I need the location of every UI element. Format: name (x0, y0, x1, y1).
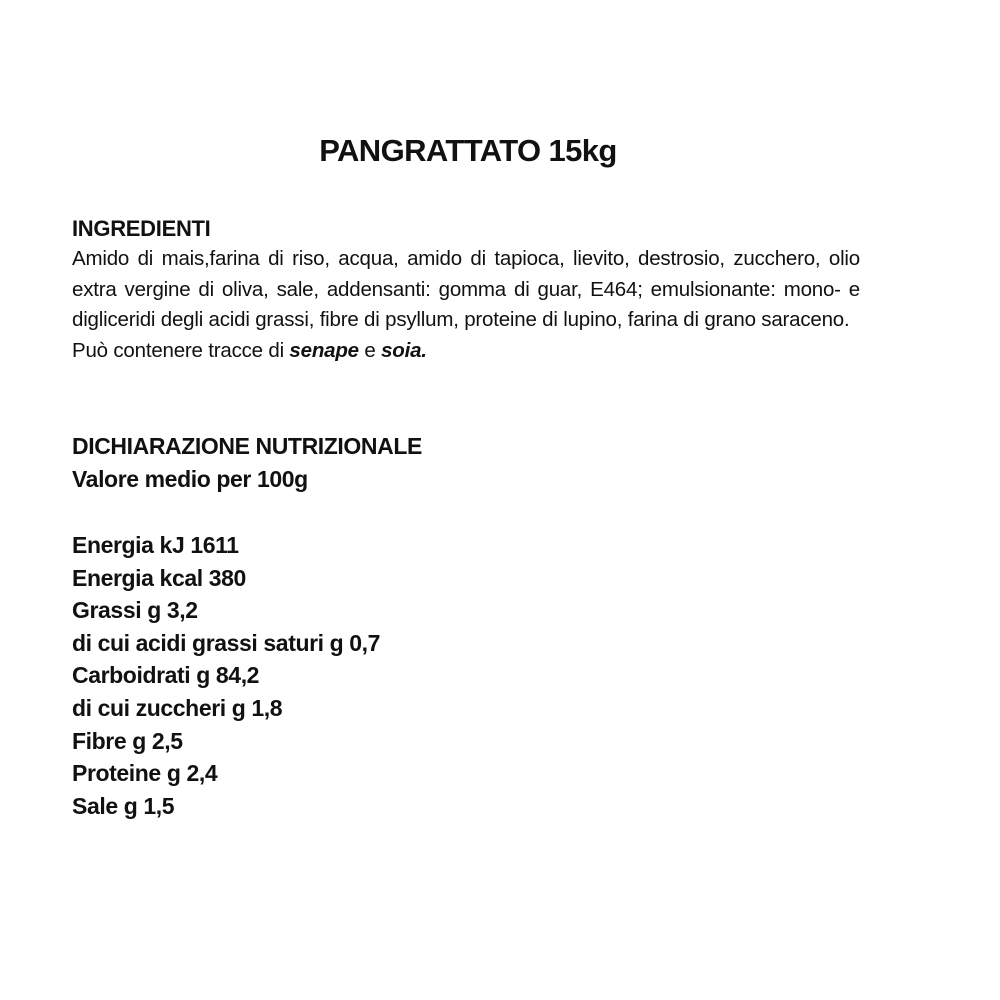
nutrition-row-carbohydrates: Carboidrati g 84,2 (72, 662, 260, 689)
allergen-soia: soia. (381, 338, 427, 362)
nutrition-subheading: Valore medio per 100g (72, 466, 308, 492)
nutrition-row-energy-kcal: Energia kcal 380 (72, 564, 246, 591)
allergen-senape: senape (289, 338, 359, 362)
nutrition-row-sugars: di cui zuccheri g 1,8 (72, 694, 283, 721)
product-title: PANGRATTATO 15kg (319, 133, 617, 168)
ingredients-heading: INGREDIENTI (72, 216, 211, 241)
allergen-connector: e (358, 338, 382, 362)
nutrition-section (72, 430, 860, 496)
nutrition-values-list (72, 529, 380, 822)
allergen-prefix: Può contenere tracce di (72, 338, 290, 362)
nutrition-heading: DICHIARAZIONE NUTRIZIONALE (72, 433, 422, 459)
allergen-warning (72, 336, 860, 367)
nutrition-row-fat: Grassi g 3,2 (72, 597, 198, 624)
nutrition-row-saturated-fat: di cui acidi grassi saturi g 0,7 (72, 629, 381, 656)
nutrition-row-protein: Proteine g 2,4 (72, 760, 218, 787)
ingredients-section (72, 214, 860, 366)
nutrition-row-energy-kj: Energia kJ 1611 (72, 532, 239, 558)
nutrition-row-fibre: Fibre g 2,5 (72, 727, 183, 754)
nutrition-row-salt: Sale g 1,5 (72, 792, 175, 819)
ingredients-text: Amido di mais,farina di riso, acqua, amido di tapioca, lievito, destrosio, zucchero, olio extra vergine di oliva, sale, addensanti: gomma di guar, E464; emulsionante: mono- e digliceridi degli acidi grassi, fibre di psyllum, proteine di lupino, farina di grano saraceno. (72, 247, 860, 331)
